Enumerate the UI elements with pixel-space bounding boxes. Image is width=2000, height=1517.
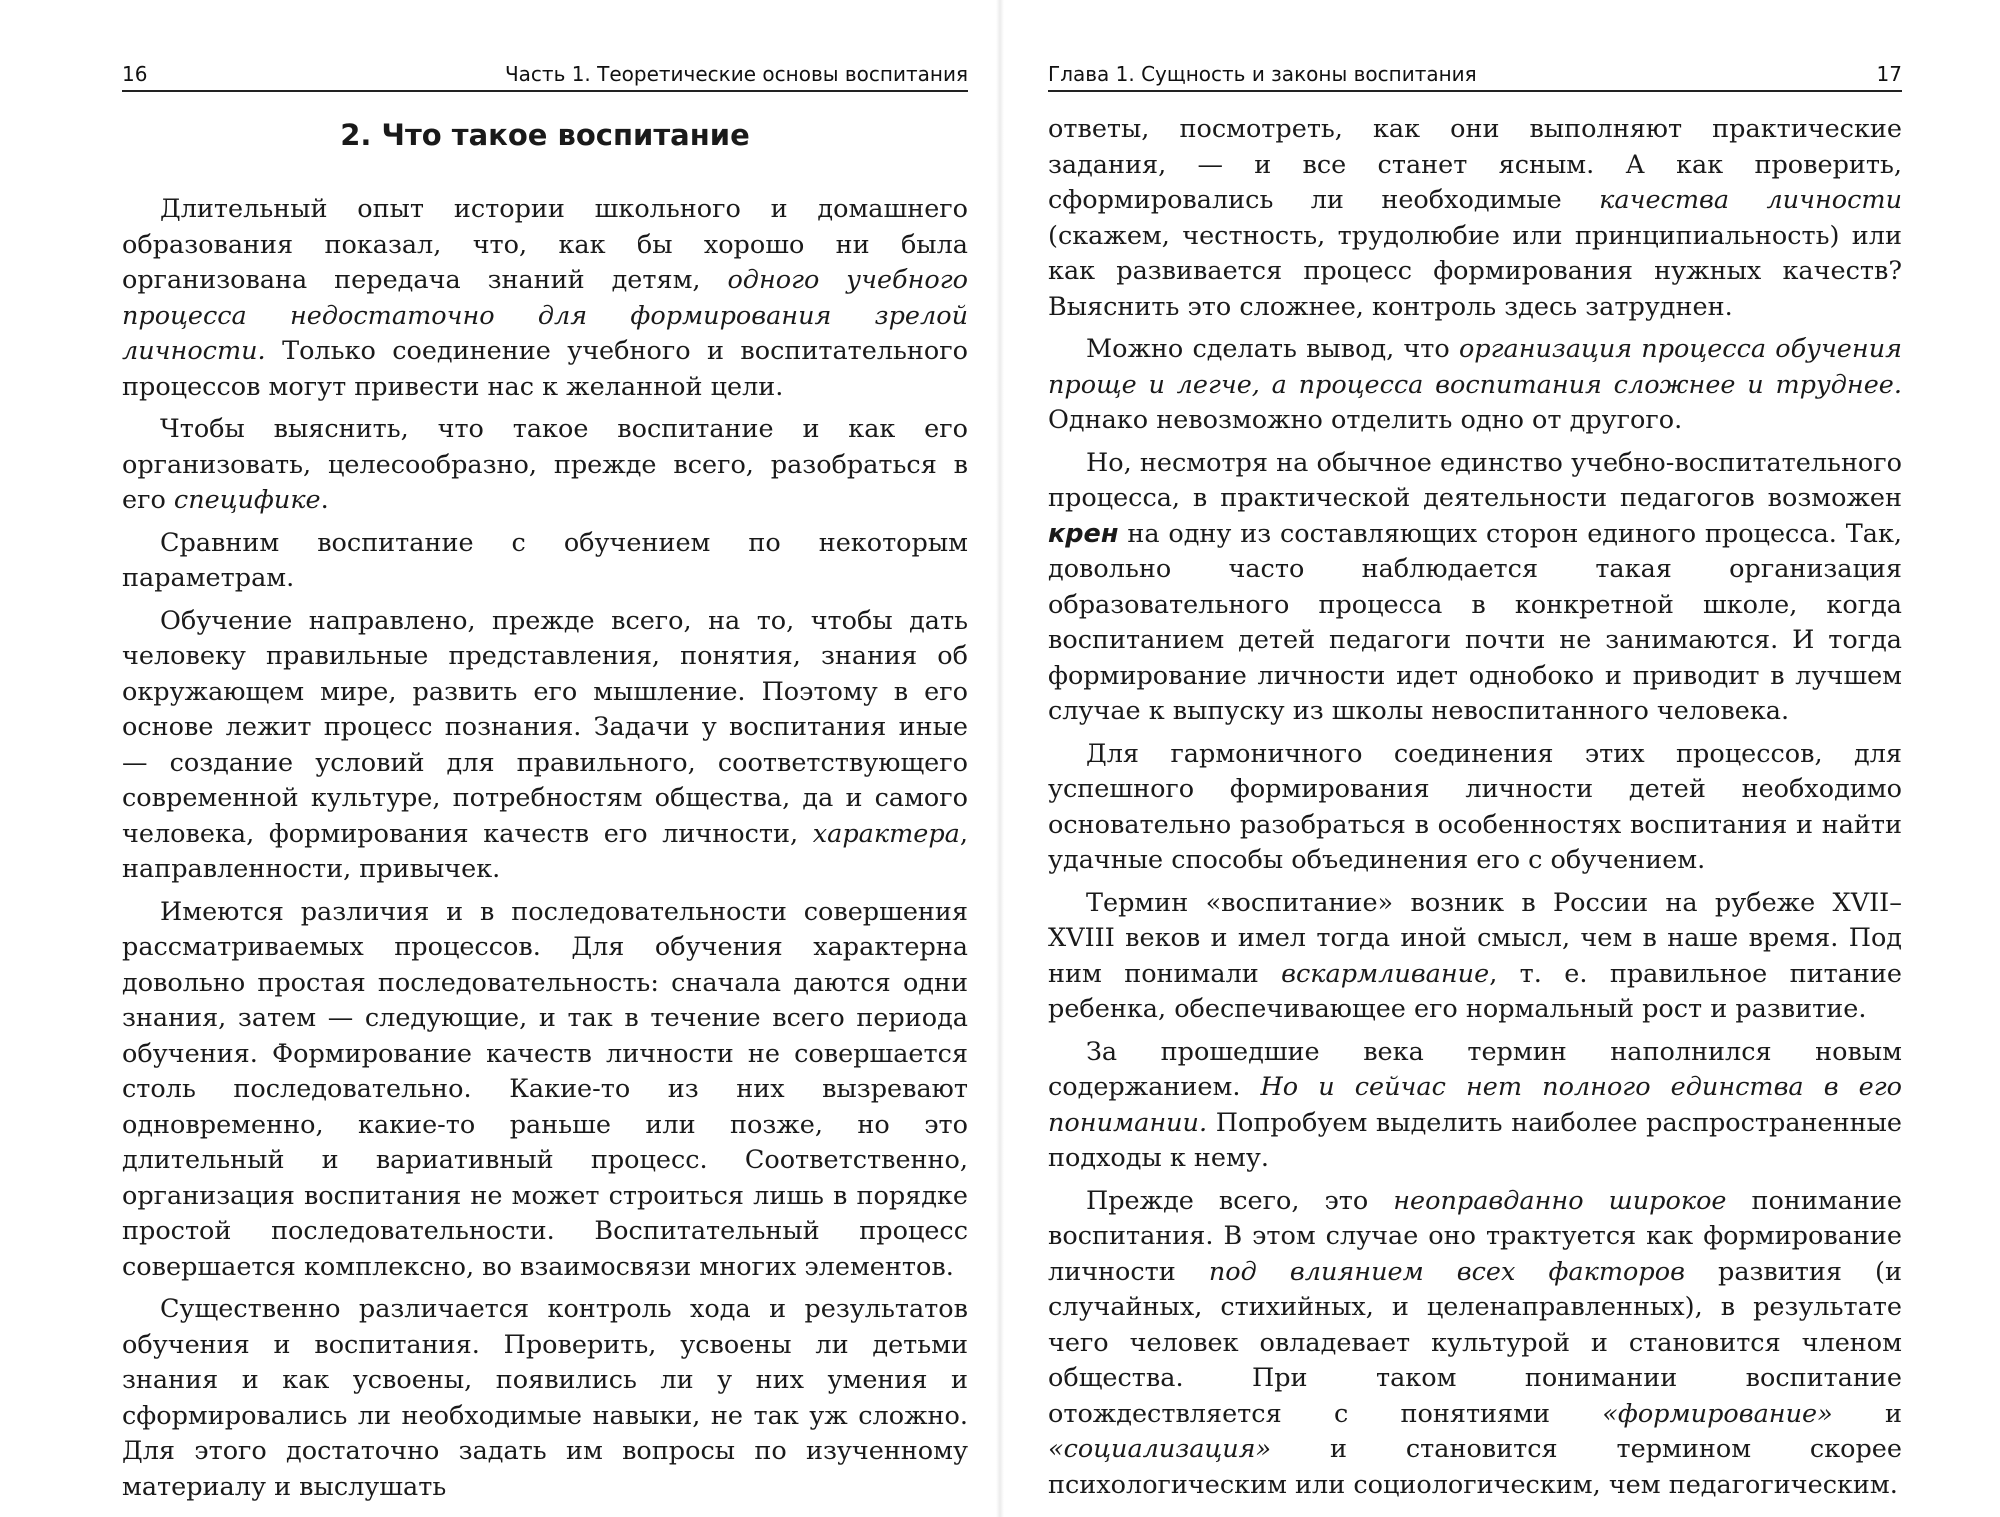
paragraph: Термин «воспитание» возник в России на рубеже XVII–XVIII веков и имел тогда иной смысл, чем в наше время. Под ним понимали вскармливание, т. е. правильное питание ребенка, обеспечивающее его нормальный рост и развитие. — [1048, 887, 1902, 1024]
paragraph: Для гармоничного соединения этих процессов, для успешного формирования личности детей необходимо основательно разобраться в особенностях воспитания и найти удачные способы объединения его с обучением. — [1048, 738, 1902, 875]
right-page — [1000, 0, 2000, 1517]
right-running-title: Глава 1. Сущность и законы воспитания — [1048, 62, 1477, 86]
paragraph: ответы, посмотреть, как они выполняют практические задания, — и все станет ясным. А как проверить, сформировались ли необходимые качества личности (скажем, честность, трудолюбие или принципиальность) или как развивается процесс формирования нужных качеств? Выяснить это сложнее, контроль здесь затруднен. — [1048, 114, 1902, 322]
paragraph: Сравним воспитание с обучением по некоторым параметрам. — [122, 527, 968, 593]
left-page-number: 16 — [122, 62, 148, 86]
paragraph: Имеются различия и в последовательности совершения рассматриваемых процессов. Для обучения характерна довольно простая последовательность: сначала даются одни знания, затем — следующие, и так в течение всего периода обучения. Формирование качеств личности не совершается столь последовательно. Какие-то из них вызревают одновременно, какие-то раньше или позже, но это длительный и вариативный процесс. Соответственно, организация воспитания не может строиться лишь в порядке простой последовательности. Воспитательный процесс совершается комплексно, во взаимосвязи многих элементов. — [122, 896, 968, 1282]
emphasized-term: крен — [1048, 518, 1119, 549]
right-running-head — [1048, 60, 1902, 92]
left-running-head — [122, 60, 968, 92]
paragraph: Прежде всего, это неоправданно широкое понимание воспитания. В этом случае оно трактуется как формирование личности под влиянием всех факторов развития (и случайных, стихийных, и целенаправленных), в результате чего человек овладевает культурой и становится членом общества. При таком понимании воспитание отождествляется с понятиями «формирование» и «социализация» и становится термином скорее психологическим или социологическим, чем педагогическим. — [1048, 1185, 1902, 1500]
paragraph: Длительный опыт истории школьного и домашнего образования показал, что, как бы хорошо ни была организована передача знаний детям, одного учебного процесса недостаточно для формирования зрелой личности. Только соединение учебного и воспитательного процессов могут привести нас к желанной цели. — [122, 194, 968, 402]
right-page-number: 17 — [1876, 62, 1902, 86]
paragraph: Существенно различается контроль хода и результатов обучения и воспитания. Проверить, усвоены ли детьми знания и как усвоены, появились ли у них умения и сформировались ли необходимые навыки, не так уж сложно. Для этого достаточно задать им вопросы по изученному материалу и выслушать — [122, 1294, 968, 1502]
section-heading: 2. Что такое воспитание — [340, 118, 750, 152]
left-text-block — [122, 112, 968, 1512]
paragraph: Чтобы выяснить, что такое воспитание и как его организовать, целесообразно, прежде всего, разобраться в его специфике. — [122, 414, 968, 515]
paragraph: Но, несмотря на обычное единство учебно-воспитательного процесса, в практической деятельности педагогов возможен крен на одну из составляющих сторон единого процесса. Так, довольно часто наблюдается такая организация образовательного процесса в конкретной школе, когда воспитанием детей педагоги почти не занимаются. И тогда формирование личности идет однобоко и приводит в лучшем случае к выпуску из школы невоспитанного человека. — [1048, 447, 1902, 726]
paragraph: За прошедшие века термин наполнился новым содержанием. Но и сейчас нет полного единства в его понимании. Попробуем выделить наиболее распространенные подходы к нему. — [1048, 1036, 1902, 1173]
paragraph: Обучение направлено, прежде всего, на то, чтобы дать человеку правильные представления, понятия, знания об окружающем мире, развить его мышление. Поэтому в его основе лежит процесс познания. Задачи у воспитания иные — создание условий для правильного, соответствующего современной культуре, потребностям общества, да и самого человека, формирования качеств его личности, характера, направленности, привычек. — [122, 605, 968, 884]
paragraph: Можно сделать вывод, что организация процесса обучения проще и легче, а процесса воспитания сложнее и труднее. Однако невозможно отделить одно от другого. — [1048, 334, 1902, 435]
right-text-block — [1048, 112, 1902, 1510]
left-running-title: Часть 1. Теоретические основы воспитания — [504, 62, 968, 86]
